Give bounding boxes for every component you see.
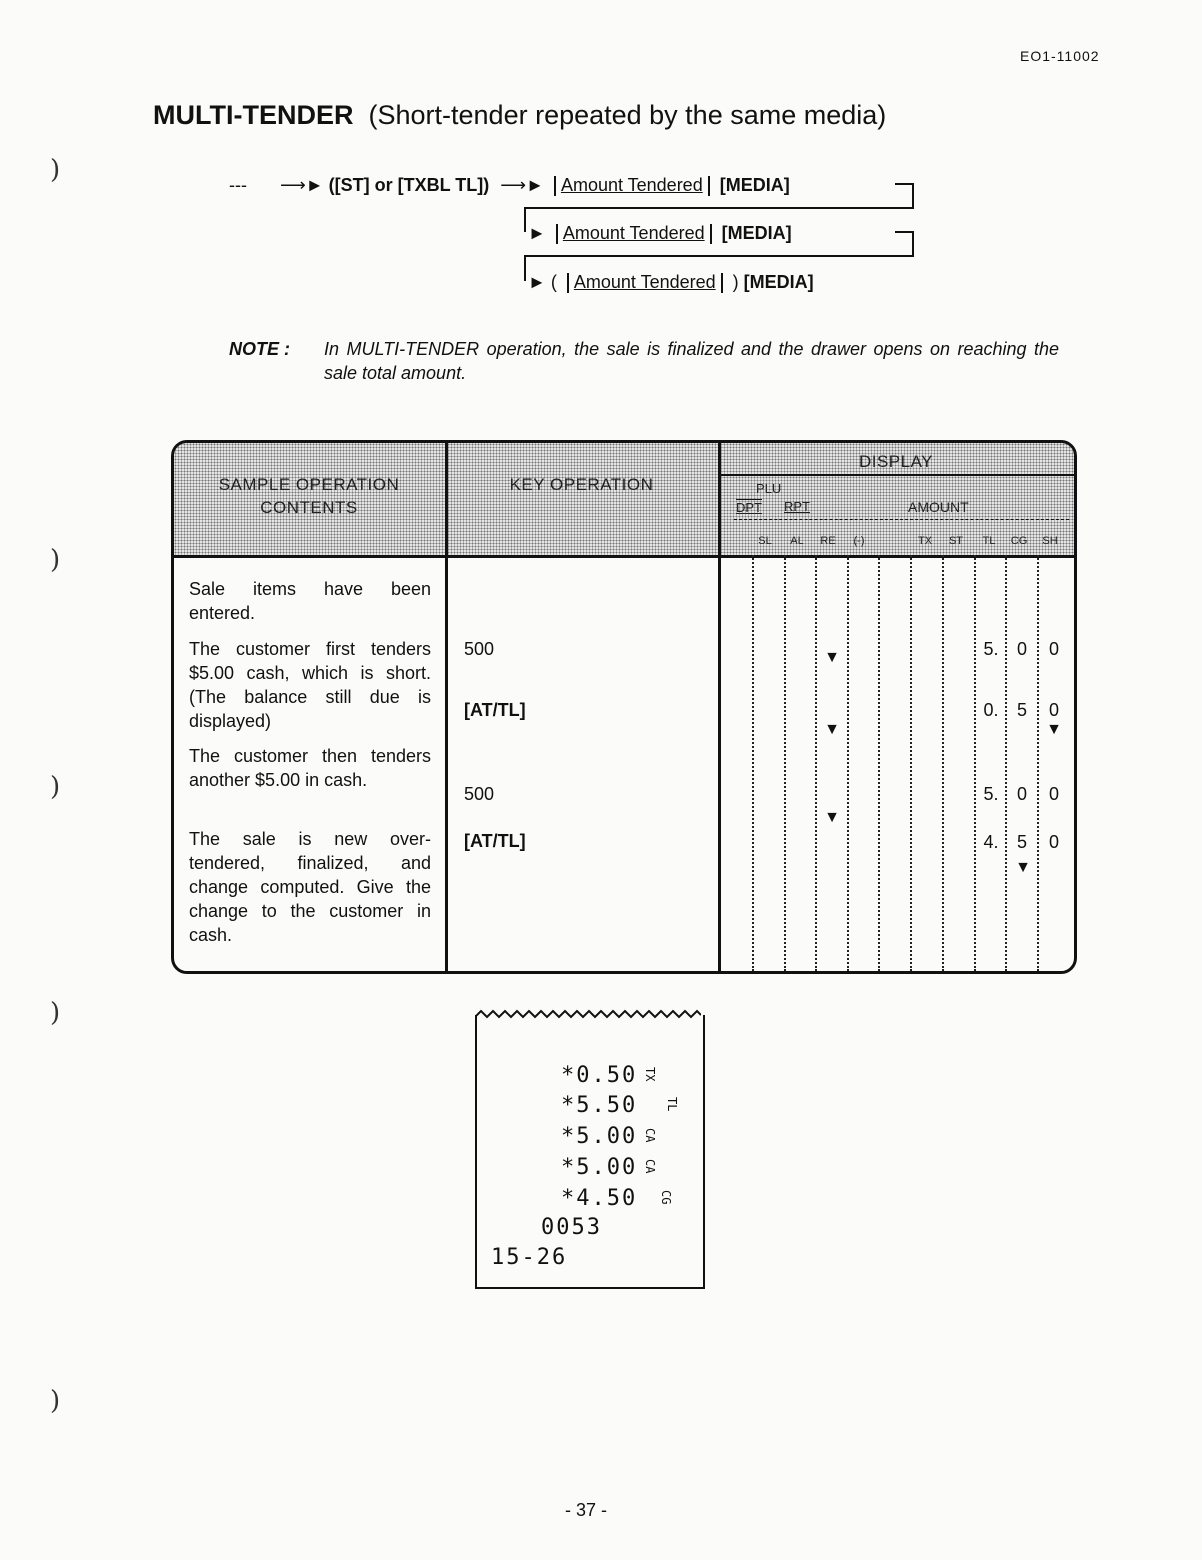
receipt-consecutive-number: 0053	[541, 1215, 602, 1240]
flow-amount-2: Amount Tendered	[562, 223, 705, 243]
bracket-bar	[710, 224, 712, 244]
bracket-bar	[556, 224, 558, 244]
receipt	[475, 1015, 705, 1289]
receipt-line-amount: *5.00	[561, 1155, 638, 1180]
indicator-arrow-icon: ▼	[1015, 859, 1031, 876]
receipt-line-code: CA	[643, 1128, 657, 1143]
loop-bracket	[895, 231, 914, 257]
receipt-time: 15-26	[491, 1245, 568, 1270]
receipt-tear-edge	[475, 1009, 701, 1023]
indicator-arrow-icon: ▼	[824, 649, 840, 666]
note	[229, 337, 1059, 383]
receipt-line-code: CA	[643, 1159, 657, 1174]
receipt-line-code: CG	[659, 1190, 673, 1205]
indicator-label: SL	[758, 535, 772, 547]
flow-media-1: [MEDIA]	[719, 175, 790, 195]
receipt-line-amount: *5.00	[561, 1124, 638, 1149]
indicator-label: (-)	[853, 535, 865, 547]
indicator-label: TX	[917, 535, 933, 547]
document-id: EO1-11002	[1020, 48, 1100, 64]
header-rule	[734, 519, 1069, 520]
indicator-label: CG	[1010, 535, 1028, 547]
key-op-3: 500	[464, 784, 495, 804]
indicator-label: TL	[982, 535, 996, 547]
receipt-line-amount: *0.50	[561, 1063, 638, 1088]
indicator-arrow-icon: ▼	[824, 721, 840, 738]
flow-start-keys: ([ST] or [TXBL TL])	[328, 175, 490, 195]
column-divider	[445, 443, 448, 971]
arrow-icon: ⟶►	[500, 175, 544, 195]
operation-row-3: The customer then tenders another $5.00 in cash.	[189, 746, 431, 790]
key-op-2: [AT/TL]	[464, 700, 526, 720]
display-column-divider	[815, 555, 817, 971]
flow-media-2: [MEDIA]	[721, 223, 792, 243]
indicator-label: SH	[1042, 535, 1058, 547]
display-digit: 0.	[983, 700, 999, 720]
operation-row-2: The customer first tenders $5.00 cash, which is short. (The balance still due is displayed)	[189, 639, 431, 731]
note-label: NOTE :	[229, 339, 290, 359]
note-text: In MULTI-TENDER operation, the sale is finalized and the drawer opens on reaching the sale total amount.	[324, 339, 1059, 383]
binder-mark: )	[50, 155, 61, 185]
operation-row-1: Sale items have been entered.	[189, 579, 431, 623]
page-number: - 37 -	[565, 1500, 608, 1520]
arrow-icon: ►	[528, 223, 546, 243]
display-column-divider	[784, 555, 786, 971]
flow-amount-1: Amount Tendered	[560, 175, 703, 195]
binder-mark: )	[50, 998, 61, 1028]
receipt-line-amount: *5.50	[561, 1093, 638, 1118]
display-digit: 0	[1048, 832, 1059, 852]
display-digit: 0	[1048, 700, 1059, 720]
receipt-line-code: TX	[643, 1067, 657, 1082]
arrow-icon: ⟶►	[280, 175, 324, 195]
header-plu: PLU	[756, 481, 782, 496]
display-column-divider	[878, 555, 880, 971]
arrow-icon: ►	[528, 272, 546, 292]
bracket-bar	[721, 273, 723, 293]
display-digit: 0	[1048, 784, 1059, 804]
display-column-divider	[847, 555, 849, 971]
display-column-divider	[752, 555, 754, 971]
operation-row-4: The sale is new over-tendered, finalized, and change computed. Give the change to the customer in cash.	[189, 829, 431, 945]
display-column-divider	[1005, 555, 1007, 971]
header-rule	[721, 474, 1074, 476]
key-op-4: [AT/TL]	[464, 831, 526, 851]
header-contents: SAMPLE OPERATION CONTENTS	[218, 475, 400, 517]
binder-mark: )	[50, 1386, 61, 1416]
binder-mark: )	[50, 545, 61, 575]
display-column-divider	[910, 555, 912, 971]
flow-media-3: [MEDIA]	[743, 272, 814, 292]
indicator-arrow-icon: ▼	[824, 809, 840, 826]
loop-line	[524, 207, 526, 232]
flow-close-paren: )	[732, 272, 739, 292]
header-amount: AMOUNT	[908, 499, 969, 515]
receipt-line-code: TL	[665, 1097, 679, 1112]
loop-line	[524, 207, 912, 209]
page-title	[153, 100, 886, 131]
display-digit: 0	[1016, 784, 1027, 804]
loop-bracket	[895, 183, 914, 209]
key-op-1: 500	[464, 639, 495, 659]
indicator-label: RE	[820, 535, 836, 547]
binder-mark: )	[50, 772, 61, 802]
title-bold: MULTI-TENDER	[153, 100, 354, 130]
loop-line	[524, 255, 526, 281]
indicator-arrow-icon: ▼	[1046, 721, 1062, 738]
header-key-operation: KEY OPERATION	[509, 475, 654, 494]
display-digit: 5.	[983, 784, 999, 804]
indicator-label: AL	[790, 535, 804, 547]
title-subtitle: (Short-tender repeated by the same media)	[368, 100, 887, 130]
bracket-bar	[554, 176, 556, 196]
flow-amount-3: Amount Tendered	[573, 272, 716, 292]
column-divider	[718, 443, 721, 971]
operation-table	[171, 440, 1077, 974]
bracket-bar	[708, 176, 710, 196]
header-display: DISPLAY	[858, 452, 934, 471]
indicator-label: ST	[948, 535, 964, 547]
display-column-divider	[1037, 555, 1039, 971]
flow-lead: ---	[229, 175, 247, 195]
display-digit: 4.	[983, 832, 999, 852]
display-digit: 5	[1016, 832, 1027, 852]
display-column-divider	[942, 555, 944, 971]
display-digit: 5.	[983, 639, 999, 659]
bracket-bar	[567, 273, 569, 293]
display-column-divider	[974, 555, 976, 971]
flow-open-paren: (	[550, 272, 557, 292]
display-digit: 5	[1016, 700, 1027, 720]
header-rpt: RPT	[784, 499, 810, 514]
receipt-line-amount: *4.50	[561, 1186, 638, 1211]
display-digit: 0	[1048, 639, 1059, 659]
display-digit: 0	[1016, 639, 1027, 659]
loop-line	[524, 255, 912, 257]
header-dpt: DPT	[736, 500, 762, 515]
